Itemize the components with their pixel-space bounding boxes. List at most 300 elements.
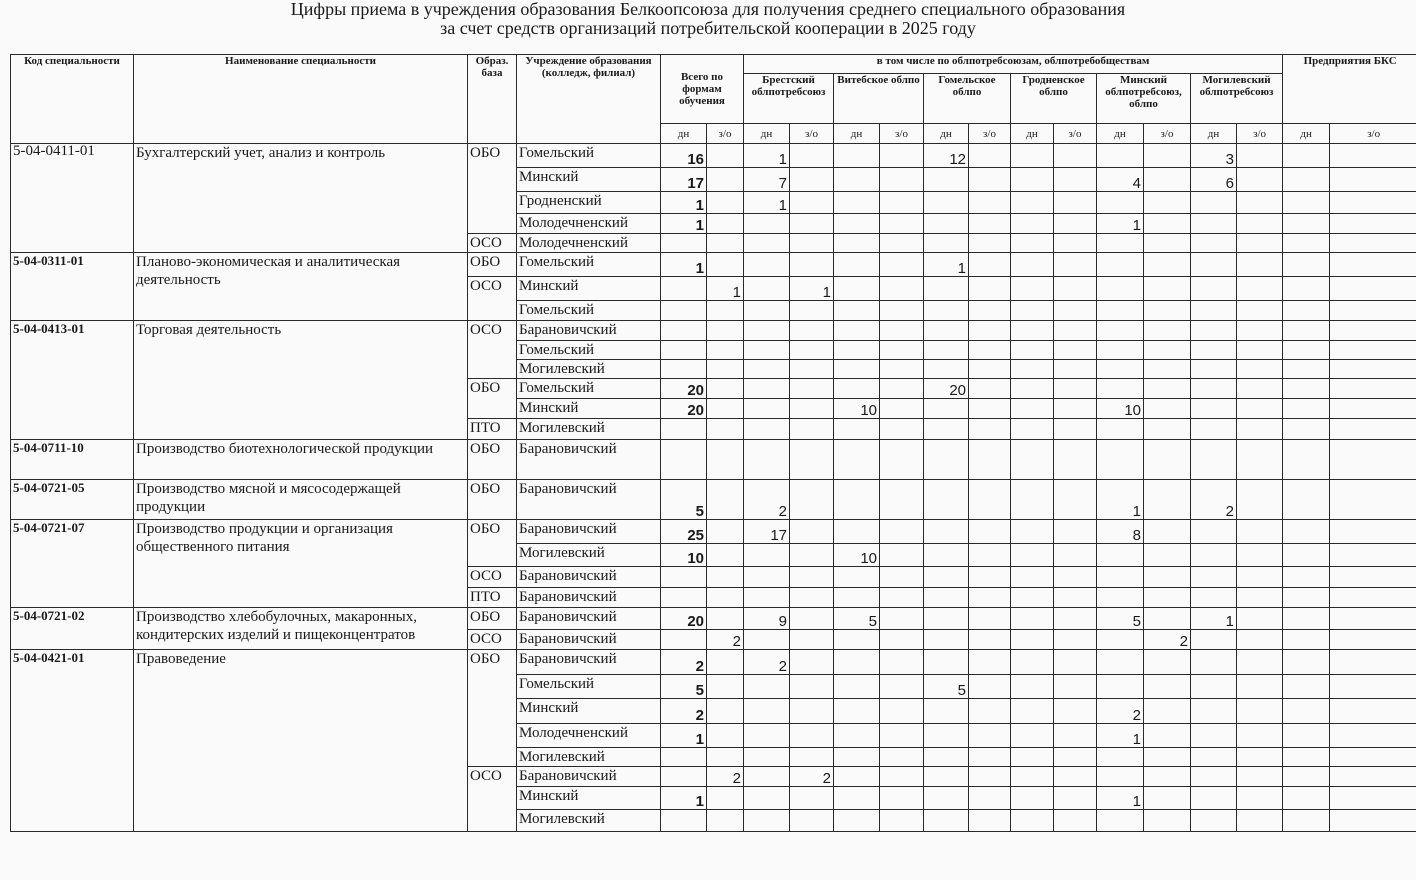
count-cell <box>969 192 1011 214</box>
institution-name: Гомельский <box>517 379 661 399</box>
count-cell <box>1330 379 1416 399</box>
count-cell <box>924 321 969 341</box>
institution-name: Могилевский <box>517 419 661 440</box>
header-total: Всего по формам обучения <box>661 55 744 124</box>
count-cell <box>744 253 790 277</box>
count-cell <box>1097 360 1144 379</box>
count-cell <box>834 341 880 360</box>
count-cell <box>1054 699 1097 724</box>
count-cell: 2 <box>744 650 790 675</box>
count-cell <box>1144 277 1191 301</box>
institution-name: Барановичский <box>517 321 661 341</box>
total-value <box>661 810 707 832</box>
count-cell <box>1011 724 1054 748</box>
count-cell <box>744 234 790 253</box>
header-region: Могилевский облпотребсоюз <box>1191 74 1283 124</box>
institution-name: Барановичский <box>517 567 661 588</box>
count-cell <box>969 480 1011 520</box>
count-cell <box>1011 567 1054 588</box>
count-cell <box>1011 399 1054 419</box>
count-cell <box>880 544 924 567</box>
count-cell <box>744 748 790 767</box>
count-cell <box>1144 399 1191 419</box>
count-cell <box>1237 520 1283 544</box>
count-cell <box>1144 675 1191 699</box>
count-cell <box>1191 567 1237 588</box>
count-cell <box>1237 234 1283 253</box>
institution-name: Барановичский <box>517 630 661 650</box>
count-cell: 2 <box>744 480 790 520</box>
count-cell <box>707 144 744 168</box>
count-cell <box>1011 341 1054 360</box>
count-cell <box>924 419 969 440</box>
header-group: в том числе по облпотребсоюзам, облпотребобществам <box>744 55 1283 74</box>
specialty-code: 5-04-0721-07 <box>11 520 134 608</box>
count-cell <box>969 253 1011 277</box>
count-cell <box>969 608 1011 630</box>
count-cell <box>1283 253 1330 277</box>
count-cell <box>1283 360 1330 379</box>
count-cell <box>1330 192 1416 214</box>
count-cell <box>1283 650 1330 675</box>
count-cell <box>880 520 924 544</box>
count-cell <box>1144 168 1191 192</box>
table-row <box>11 650 1416 675</box>
count-cell <box>1283 588 1330 608</box>
count-cell <box>1237 214 1283 234</box>
count-cell <box>834 630 880 650</box>
count-cell <box>1191 588 1237 608</box>
count-cell <box>790 301 834 321</box>
count-cell <box>880 767 924 787</box>
count-cell <box>834 360 880 379</box>
count-cell: 8 <box>1097 520 1144 544</box>
count-cell <box>1191 440 1237 480</box>
header-region: Гродненское облпо <box>1011 74 1097 124</box>
count-cell <box>1054 767 1097 787</box>
institution-name: Гомельский <box>517 253 661 277</box>
institution-name: Гомельский <box>517 341 661 360</box>
count-cell <box>969 234 1011 253</box>
count-cell <box>1054 379 1097 399</box>
count-cell <box>1237 419 1283 440</box>
count-cell <box>1144 544 1191 567</box>
header-name: Наименование специальности <box>134 55 468 144</box>
count-cell <box>1011 588 1054 608</box>
count-cell <box>1054 321 1097 341</box>
count-cell <box>924 214 969 234</box>
count-cell <box>707 234 744 253</box>
count-cell <box>1144 360 1191 379</box>
count-cell <box>1011 379 1054 399</box>
count-cell <box>1283 234 1330 253</box>
specialty-code: 5-04-0711-10 <box>11 440 134 480</box>
count-cell <box>834 810 880 832</box>
table-row <box>11 321 1416 341</box>
count-cell <box>969 301 1011 321</box>
count-cell <box>1237 699 1283 724</box>
count-cell <box>969 168 1011 192</box>
header-day-form: дн <box>834 124 880 144</box>
specialty-code: 5-04-0411-01 <box>11 144 134 253</box>
count-cell <box>1011 440 1054 480</box>
count-cell <box>1097 192 1144 214</box>
count-cell <box>1097 544 1144 567</box>
title-line-1: Цифры приема в учреждения образования Белкоопсоюза для получения среднего специального образования <box>290 0 1126 19</box>
count-cell <box>969 440 1011 480</box>
institution-name: Минский <box>517 787 661 810</box>
count-cell <box>1330 480 1416 520</box>
header-distance-form: з/о <box>1330 124 1416 144</box>
count-cell <box>1144 301 1191 321</box>
header-region: Брестский облпотребсоюз <box>744 74 834 124</box>
count-cell <box>834 379 880 399</box>
education-base: ОСО <box>468 630 517 650</box>
count-cell <box>1330 675 1416 699</box>
header-day-form: дн <box>744 124 790 144</box>
count-cell <box>707 214 744 234</box>
count-cell <box>707 675 744 699</box>
count-cell <box>834 419 880 440</box>
count-cell <box>1237 360 1283 379</box>
header-day-form: дн <box>924 124 969 144</box>
count-cell <box>969 630 1011 650</box>
count-cell <box>1097 767 1144 787</box>
count-cell <box>969 214 1011 234</box>
count-cell <box>880 608 924 630</box>
count-cell <box>924 399 969 419</box>
institution-name: Барановичский <box>517 440 661 480</box>
institution-name: Барановичский <box>517 608 661 630</box>
count-cell <box>1144 787 1191 810</box>
count-cell <box>1283 321 1330 341</box>
count-cell <box>707 724 744 748</box>
count-cell <box>1237 810 1283 832</box>
count-cell <box>1330 650 1416 675</box>
count-cell <box>790 341 834 360</box>
count-cell <box>1237 277 1283 301</box>
specialty-code: 5-04-0421-01 <box>11 650 134 832</box>
count-cell <box>1191 301 1237 321</box>
count-cell <box>969 675 1011 699</box>
count-cell <box>834 301 880 321</box>
count-cell <box>1191 399 1237 419</box>
count-cell <box>1011 234 1054 253</box>
count-cell <box>1144 234 1191 253</box>
count-cell <box>1283 567 1330 588</box>
education-base: ОСО <box>468 767 517 832</box>
count-cell <box>1097 630 1144 650</box>
count-cell <box>1097 144 1144 168</box>
count-cell: 2 <box>707 767 744 787</box>
education-base: ОСО <box>468 567 517 588</box>
count-cell <box>744 399 790 419</box>
institution-name: Гомельский <box>517 144 661 168</box>
total-value: 1 <box>661 192 707 214</box>
count-cell <box>1054 341 1097 360</box>
count-cell <box>1283 192 1330 214</box>
count-cell <box>969 144 1011 168</box>
total-value <box>661 767 707 787</box>
count-cell <box>707 608 744 630</box>
count-cell <box>744 277 790 301</box>
count-cell <box>924 520 969 544</box>
specialty-name: Производство биотехнологической продукции <box>134 440 468 480</box>
count-cell <box>1191 699 1237 724</box>
count-cell <box>1237 341 1283 360</box>
count-cell <box>1011 544 1054 567</box>
count-cell <box>1191 234 1237 253</box>
count-cell <box>707 253 744 277</box>
header-region: Минский облпотребсоюз, облпо <box>1097 74 1191 124</box>
count-cell <box>707 360 744 379</box>
count-cell <box>924 748 969 767</box>
count-cell <box>834 787 880 810</box>
count-cell <box>969 544 1011 567</box>
count-cell <box>1283 608 1330 630</box>
count-cell <box>1144 253 1191 277</box>
count-cell <box>707 480 744 520</box>
count-cell <box>1144 608 1191 630</box>
specialty-name: Производство мясной и мясосодержащей продукции <box>134 480 468 520</box>
count-cell <box>1191 379 1237 399</box>
count-cell <box>880 253 924 277</box>
count-cell <box>1011 767 1054 787</box>
count-cell <box>790 419 834 440</box>
count-cell: 2 <box>1191 480 1237 520</box>
count-cell <box>1054 301 1097 321</box>
count-cell <box>1237 767 1283 787</box>
count-cell <box>880 168 924 192</box>
count-cell <box>1097 301 1144 321</box>
count-cell <box>790 748 834 767</box>
count-cell <box>1330 301 1416 321</box>
institution-name: Минский <box>517 399 661 419</box>
table-row <box>11 520 1416 544</box>
count-cell <box>1097 379 1144 399</box>
total-value: 1 <box>661 214 707 234</box>
count-cell <box>1097 440 1144 480</box>
institution-name: Минский <box>517 168 661 192</box>
count-cell <box>1330 399 1416 419</box>
specialty-name: Бухгалтерский учет, анализ и контроль <box>134 144 468 253</box>
count-cell <box>834 767 880 787</box>
header-base: Образ. база <box>468 55 517 144</box>
count-cell <box>1011 810 1054 832</box>
count-cell <box>790 724 834 748</box>
count-cell <box>790 608 834 630</box>
count-cell <box>744 440 790 480</box>
count-cell: 1 <box>744 192 790 214</box>
count-cell <box>1011 301 1054 321</box>
count-cell <box>1237 724 1283 748</box>
count-cell <box>880 724 924 748</box>
count-cell <box>969 699 1011 724</box>
count-cell <box>1144 650 1191 675</box>
count-cell <box>1144 214 1191 234</box>
count-cell <box>1191 630 1237 650</box>
count-cell <box>969 588 1011 608</box>
total-value <box>661 419 707 440</box>
count-cell <box>1191 192 1237 214</box>
count-cell <box>924 301 969 321</box>
count-cell <box>1330 748 1416 767</box>
count-cell <box>790 192 834 214</box>
count-cell <box>969 379 1011 399</box>
total-value <box>661 588 707 608</box>
count-cell <box>1097 321 1144 341</box>
count-cell <box>969 419 1011 440</box>
count-cell: 5 <box>924 675 969 699</box>
total-value: 25 <box>661 520 707 544</box>
count-cell <box>707 379 744 399</box>
header-distance-form: з/о <box>707 124 744 144</box>
count-cell <box>790 675 834 699</box>
count-cell <box>707 787 744 810</box>
count-cell <box>924 277 969 301</box>
total-value: 5 <box>661 675 707 699</box>
specialty-code: 5-04-0413-01 <box>11 321 134 440</box>
count-cell <box>969 277 1011 301</box>
count-cell <box>1237 168 1283 192</box>
count-cell <box>1283 379 1330 399</box>
header-distance-form: з/о <box>1237 124 1283 144</box>
education-base: ОБО <box>468 520 517 567</box>
count-cell <box>1054 650 1097 675</box>
count-cell <box>1330 630 1416 650</box>
count-cell <box>707 520 744 544</box>
count-cell: 3 <box>1191 144 1237 168</box>
count-cell <box>1237 440 1283 480</box>
count-cell <box>744 379 790 399</box>
count-cell <box>1237 630 1283 650</box>
count-cell <box>744 360 790 379</box>
count-cell <box>707 544 744 567</box>
total-value <box>661 748 707 767</box>
count-cell <box>1054 787 1097 810</box>
count-cell <box>790 567 834 588</box>
count-cell <box>880 192 924 214</box>
count-cell: 6 <box>1191 168 1237 192</box>
count-cell <box>880 341 924 360</box>
count-cell <box>969 767 1011 787</box>
count-cell <box>1011 360 1054 379</box>
count-cell <box>790 214 834 234</box>
institution-name: Барановичский <box>517 588 661 608</box>
count-cell <box>707 321 744 341</box>
count-cell <box>1054 419 1097 440</box>
table-row <box>11 440 1416 480</box>
count-cell <box>707 810 744 832</box>
count-cell <box>1011 608 1054 630</box>
education-base: ОСО <box>468 321 517 379</box>
count-cell <box>707 301 744 321</box>
count-cell <box>880 234 924 253</box>
count-cell <box>969 567 1011 588</box>
count-cell <box>1097 567 1144 588</box>
count-cell <box>880 440 924 480</box>
count-cell <box>1054 588 1097 608</box>
count-cell <box>1011 480 1054 520</box>
count-cell <box>1283 699 1330 724</box>
header-day-form: дн <box>661 124 707 144</box>
count-cell <box>1330 253 1416 277</box>
count-cell: 12 <box>924 144 969 168</box>
count-cell <box>1330 360 1416 379</box>
header-distance-form: з/о <box>1144 124 1191 144</box>
count-cell <box>1330 767 1416 787</box>
count-cell <box>1283 810 1330 832</box>
count-cell <box>1011 520 1054 544</box>
count-cell: 2 <box>707 630 744 650</box>
count-cell <box>924 567 969 588</box>
count-cell <box>707 748 744 767</box>
count-cell <box>1097 810 1144 832</box>
count-cell <box>1011 253 1054 277</box>
count-cell <box>969 650 1011 675</box>
count-cell <box>1330 214 1416 234</box>
count-cell <box>1283 544 1330 567</box>
count-cell <box>1191 214 1237 234</box>
specialty-name: Планово-экономическая и аналитическая деятельность <box>134 253 468 321</box>
count-cell <box>969 399 1011 419</box>
total-value: 10 <box>661 544 707 567</box>
count-cell: 1 <box>744 144 790 168</box>
count-cell <box>790 650 834 675</box>
specialty-name: Торговая деятельность <box>134 321 468 440</box>
count-cell <box>1191 675 1237 699</box>
count-cell <box>744 321 790 341</box>
count-cell <box>744 675 790 699</box>
header-day-form: дн <box>1011 124 1054 144</box>
count-cell <box>744 214 790 234</box>
total-value: 20 <box>661 399 707 419</box>
count-cell <box>1054 810 1097 832</box>
count-cell <box>707 650 744 675</box>
count-cell <box>790 699 834 724</box>
count-cell <box>1144 699 1191 724</box>
count-cell <box>1330 321 1416 341</box>
count-cell <box>1011 144 1054 168</box>
count-cell <box>880 748 924 767</box>
specialty-name: Производство продукции и организация общественного питания <box>134 520 468 608</box>
count-cell <box>1330 724 1416 748</box>
count-cell <box>1330 341 1416 360</box>
header-code: Код специальности <box>11 55 134 144</box>
count-cell: 7 <box>744 168 790 192</box>
count-cell <box>1191 419 1237 440</box>
count-cell <box>1283 214 1330 234</box>
total-value: 20 <box>661 608 707 630</box>
count-cell <box>834 234 880 253</box>
count-cell <box>1237 544 1283 567</box>
institution-name: Молодечненский <box>517 214 661 234</box>
count-cell <box>790 399 834 419</box>
total-value: 1 <box>661 724 707 748</box>
total-value <box>661 301 707 321</box>
count-cell <box>744 630 790 650</box>
institution-name: Барановичский <box>517 650 661 675</box>
count-cell <box>969 748 1011 767</box>
count-cell: 1 <box>1097 724 1144 748</box>
count-cell <box>1283 724 1330 748</box>
header-distance-form: з/о <box>790 124 834 144</box>
count-cell <box>790 588 834 608</box>
count-cell <box>1054 360 1097 379</box>
count-cell: 20 <box>924 379 969 399</box>
count-cell <box>790 787 834 810</box>
count-cell <box>1283 787 1330 810</box>
